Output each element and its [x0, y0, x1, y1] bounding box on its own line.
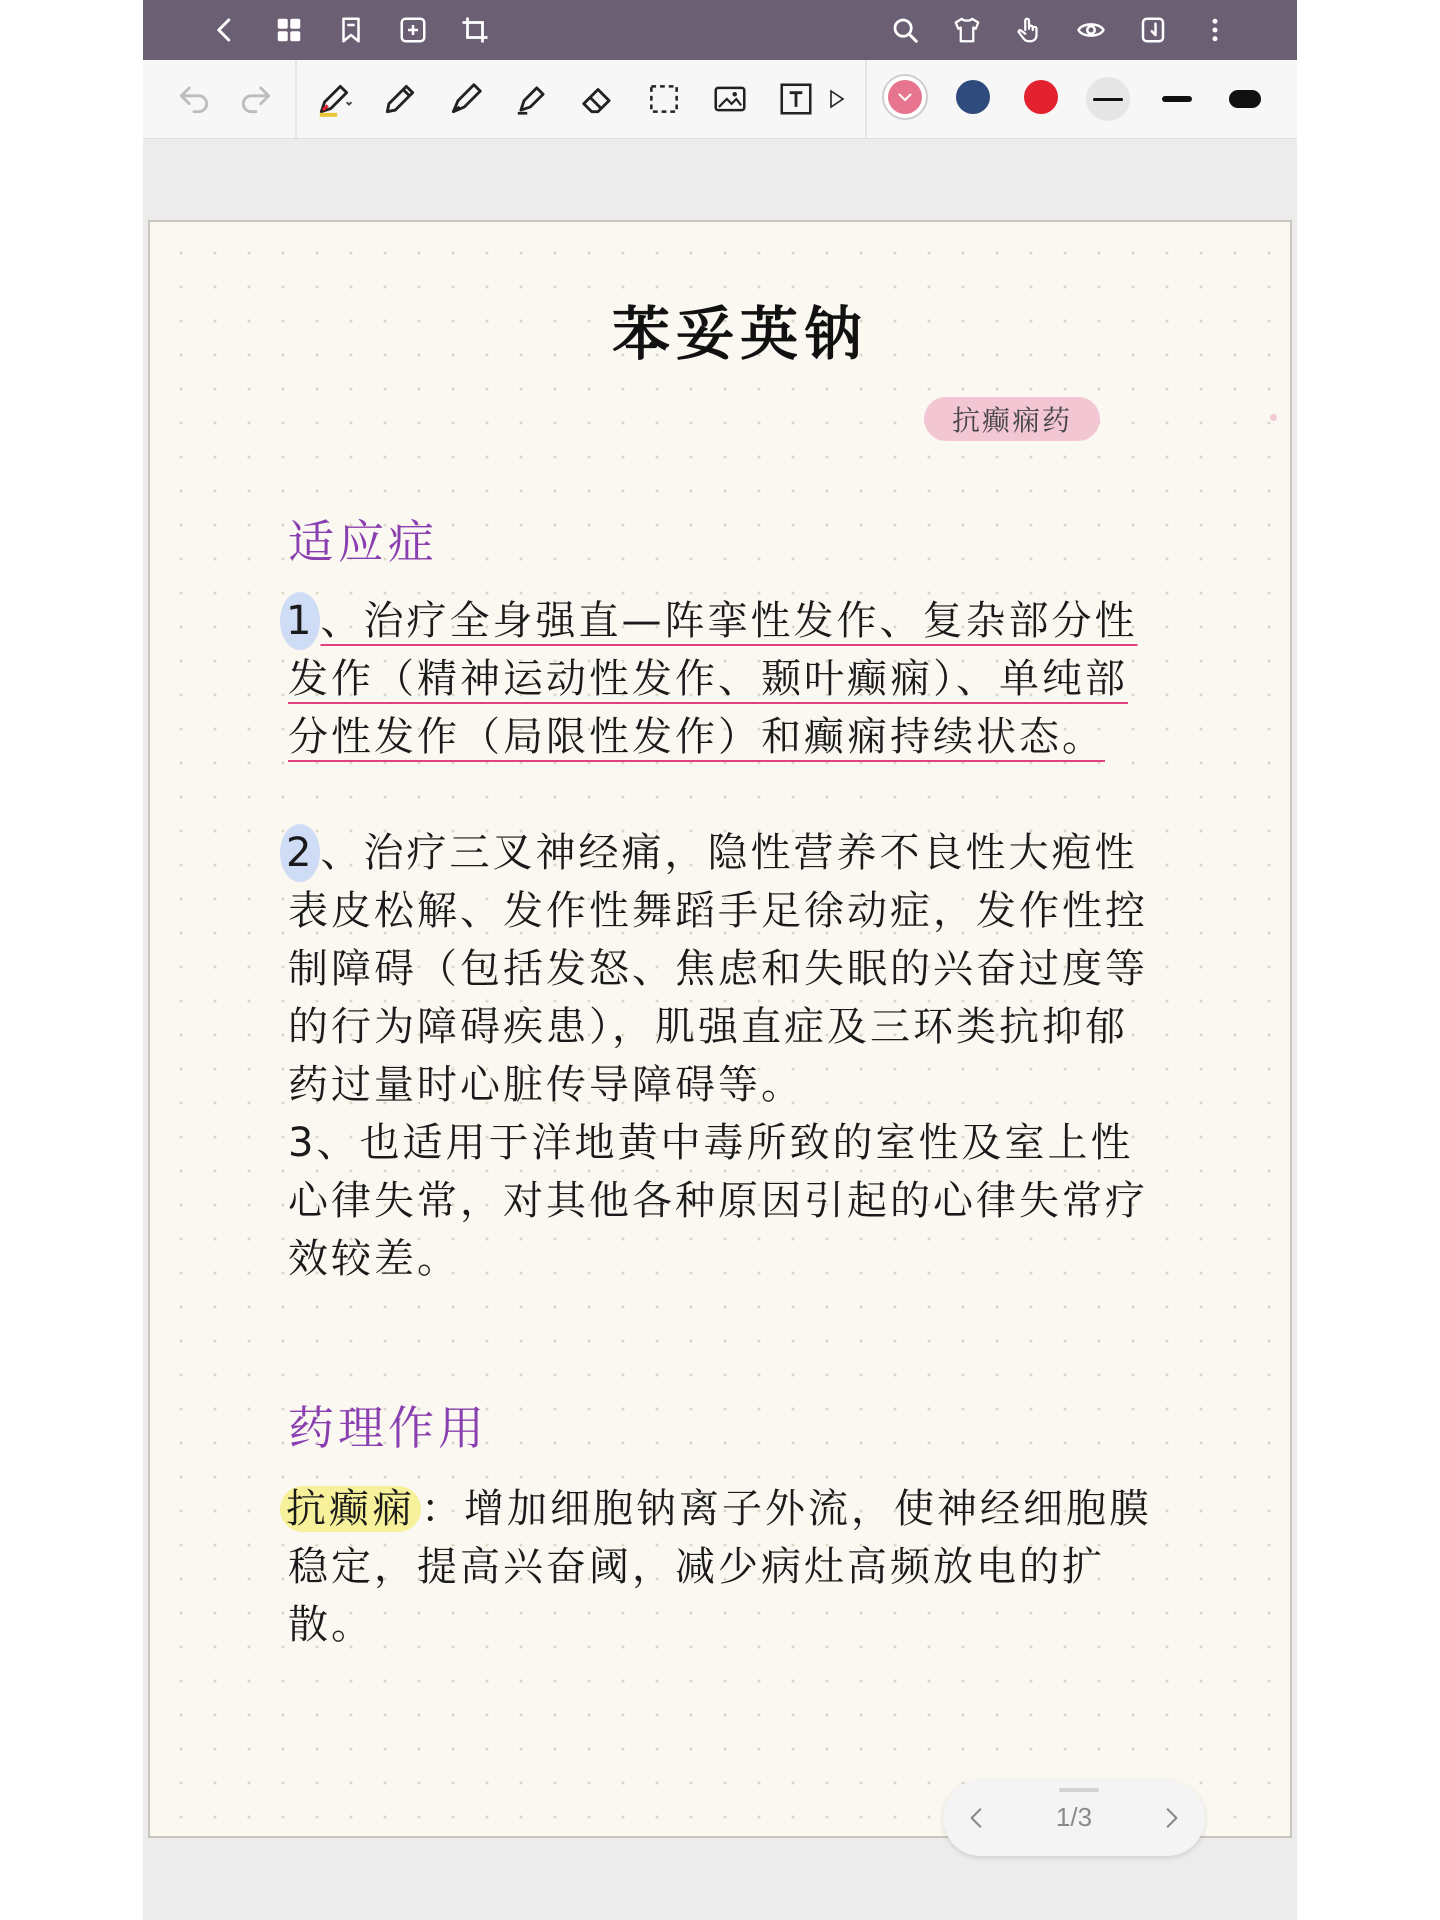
item-text: ：增加细胞钠离子外流，使神经细胞膜稳定，提高兴奋阈，减少病灶高频放电的扩散。: [288, 1486, 1152, 1648]
item-text: 、也适用于洋地黄中毒所致的室性及室上性心律失常，对其他各种原因引起的心律失常疗效较差。: [288, 1120, 1148, 1282]
lasso-select-icon[interactable]: [639, 74, 689, 124]
color-swatch-navy[interactable]: [956, 80, 990, 114]
indication-item-1: [288, 592, 1158, 766]
highlighted-label: 抗癫痫: [280, 1486, 421, 1532]
shape-tool-icon[interactable]: [825, 74, 849, 124]
section-heading-pharmacology: 药理作用: [288, 1401, 488, 1455]
indication-item-3: [288, 1114, 1158, 1288]
previous-page-icon[interactable]: [957, 1798, 997, 1838]
shirt-icon[interactable]: [947, 10, 987, 50]
top-bar: [143, 0, 1297, 60]
page-title: 苯妥英钠: [611, 300, 868, 368]
text-box-icon[interactable]: [771, 74, 821, 124]
stroke-size-thin[interactable]: [1086, 77, 1130, 121]
pharmacology-item: [288, 1480, 1158, 1654]
toolbar-divider: [295, 60, 297, 138]
stroke-size-thick[interactable]: [1223, 77, 1267, 121]
item-text: 、治疗全身强直—阵挛性发作、复杂部分性发作（精神运动性发作、颞叶癫痫）、单纯部分性发作（局限性发作）和癫痫持续状态。: [288, 598, 1138, 760]
drag-handle[interactable]: [1059, 1788, 1099, 1792]
decorative-dot: [1270, 414, 1277, 421]
bookmark-icon[interactable]: [331, 10, 371, 50]
color-swatch-pink[interactable]: [888, 80, 922, 114]
notes-app: [143, 0, 1297, 1920]
pen-icon[interactable]: [441, 74, 491, 124]
touch-hand-icon[interactable]: [1009, 10, 1049, 50]
undo-icon[interactable]: [169, 74, 219, 124]
item-number: 1: [280, 592, 320, 650]
redo-icon[interactable]: [231, 74, 281, 124]
search-icon[interactable]: [885, 10, 925, 50]
highlighter-icon[interactable]: [507, 74, 557, 124]
eraser-icon[interactable]: [573, 74, 623, 124]
item-number: 2: [280, 824, 320, 882]
add-page-icon[interactable]: [393, 10, 433, 50]
indication-item-2: [288, 824, 1158, 1114]
item-text: 、治疗三叉神经痛，隐性营养不良性大疱性表皮松解、发作性舞蹈手足徐动症，发作性控制障碍（包括发怒、焦虑和失眠的兴奋过度等的行为障碍疾患），肌强直症及三环类抗抑郁药过量时心脏传导障碍等。: [288, 830, 1148, 1108]
eye-icon[interactable]: [1071, 10, 1111, 50]
toolbar-divider: [865, 60, 867, 138]
stroke-size-medium[interactable]: [1155, 77, 1199, 121]
pencil-icon[interactable]: [375, 74, 425, 124]
more-menu-icon[interactable]: [1195, 10, 1235, 50]
page-navigator: [943, 1780, 1205, 1856]
section-heading-indications: 适应症: [288, 515, 438, 569]
grid-view-icon[interactable]: [269, 10, 309, 50]
back-icon[interactable]: [205, 10, 245, 50]
drawing-toolbar: [143, 60, 1297, 139]
next-page-icon[interactable]: [1151, 1798, 1191, 1838]
color-swatch-red[interactable]: [1024, 80, 1058, 114]
fountain-pen-icon[interactable]: [309, 74, 359, 124]
item-number: 3: [288, 1120, 317, 1166]
category-tag: 抗癫痫药: [924, 397, 1100, 441]
notebook-icon[interactable]: [1133, 10, 1173, 50]
page-indicator: 1/3: [1055, 1802, 1093, 1832]
crop-icon[interactable]: [455, 10, 495, 50]
image-icon[interactable]: [705, 74, 755, 124]
note-page[interactable]: [148, 220, 1292, 1838]
